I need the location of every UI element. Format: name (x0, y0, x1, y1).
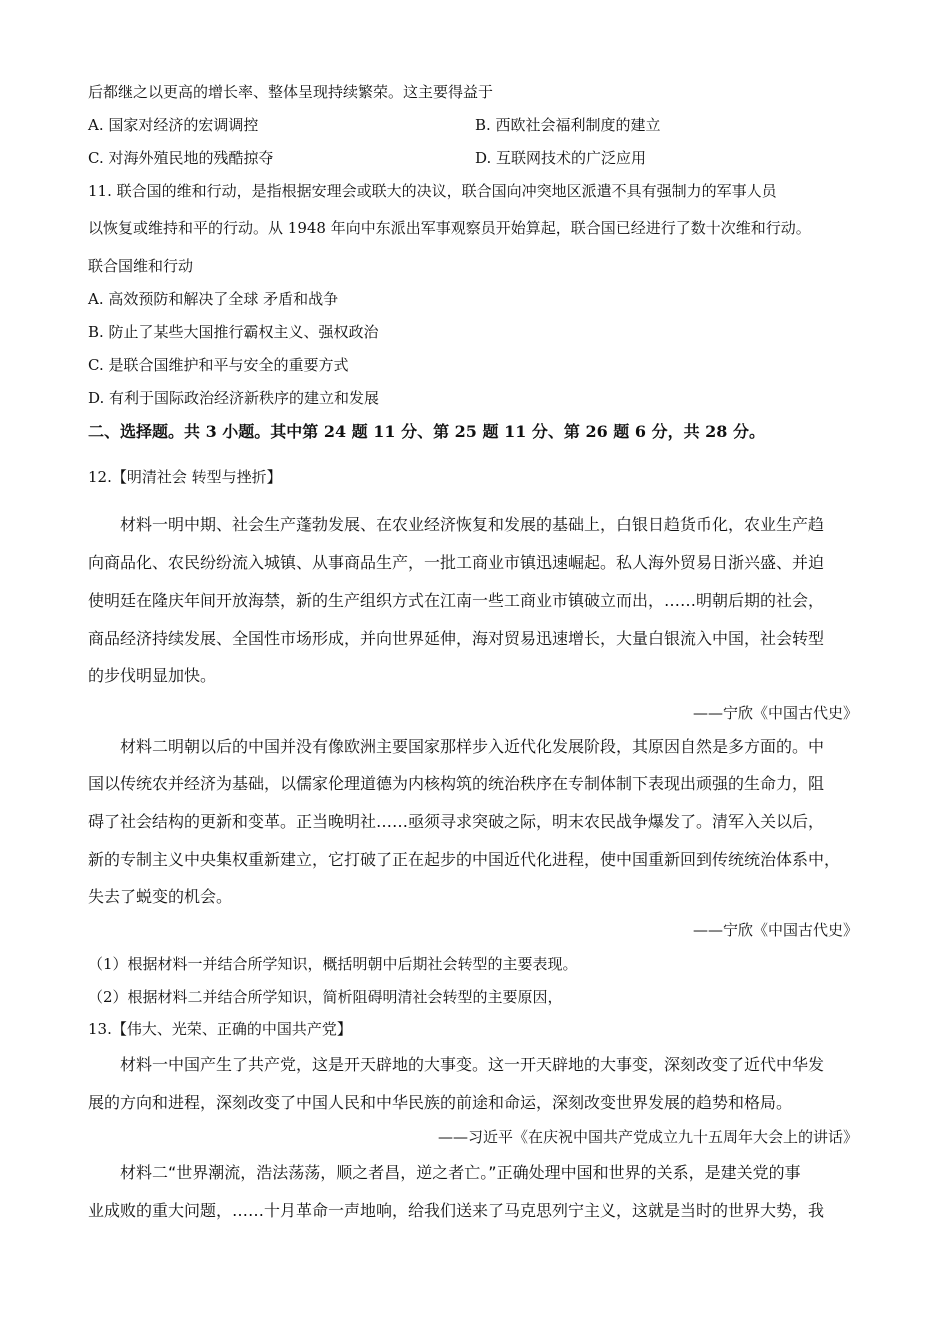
q12-material2-line-3: 碍了社会结构的更新和变革。正当晚明社……亟须寻求突破之际，明末农民战争爆发了。清军入关以后， (88, 812, 825, 831)
q13-title: 13.【伟大、光荣、正确的中国共产党】 (88, 1020, 352, 1038)
q12-material2-line-2: 国以传统农并经济为基础，以儒家伦理道德为内核构筑的统治秩序在专制体制下表现出顽强的生命力，阻 (88, 774, 825, 793)
q12-source-1: ——宁欣《中国古代史》 (692, 704, 858, 722)
q12-question-1: （1）根据材料一并结合所学知识，概括明朝中后期社会转型的主要表现。 (88, 955, 578, 973)
section-2-heading: 二、选择题。共 3 小题。其中第 24 题 11 分、第 25 题 11 分、第 26 题 6 分，共 28 分。 (88, 422, 765, 441)
q13-material2-line-2: 业成败的重大问题，……十月革命一声地响，给我们送来了马克思列宁主义，这就是当时的世界大势，我 (88, 1201, 825, 1220)
q12-material1-line-3: 使明廷在隆庆年间开放海禁，新的生产组织方式在江南一些工商业市镇破立而出，……明朝后期的社会， (88, 591, 825, 610)
q10-option-d: D. 互联网技术的广泛应用 (475, 149, 647, 167)
q12-title: 12.【明清社会 转型与挫折】 (88, 468, 282, 486)
q11-option-a: A. 高效预防和解决了全球 矛盾和战争 (88, 290, 339, 308)
q11-stem-line-3: 联合国维和行动 (88, 257, 194, 275)
q10-option-a: A. 国家对经济的宏调调控 (88, 116, 259, 134)
q13-material2-line-1: 材料二“世界潮流，浩法荡荡，顺之者昌，逆之者亡。”正确处理中国和世界的关系，是建关党的事 (120, 1163, 801, 1182)
q10-option-c: C. 对海外殖民地的残酷掠夺 (88, 149, 274, 167)
q12-material2-line-4: 新的专制主义中央集权重新建立，它打破了正在起步的中国近代化进程，使中国重新回到传统统治体系中， (88, 850, 841, 869)
q12-material1-line-5: 的步伐明显加快。 (88, 666, 217, 685)
q12-question-2: （2）根据材料二并结合所学知识，简析阻碍明清社会转型的主要原因， (88, 988, 563, 1006)
q12-material1-line-1: 材料一明中期、社会生产蓬勃发展、在农业经济恢复和发展的基础上，白银日趋货币化，农业生产趋 (120, 515, 825, 534)
q11-stem-line-2: 以恢复或维持和平的行动。从 1948 年向中东派出军事观察员开始算起，联合国已经进行了数十次维和行动。 (88, 219, 811, 237)
q11-stem-line-1: 11. 联合国的维和行动，是指根据安理会或联大的决议，联合国向冲突地区派遣不具有强制力的军事人员 (88, 182, 777, 200)
q10-stem-tail: 后都继之以更高的增长率、整体呈现持续繁荣。这主要得益于 (88, 83, 494, 101)
q13-source-1: ——习近平《在庆祝中国共产党成立九十五周年大会上的讲话》 (437, 1128, 858, 1146)
q12-source-2: ——宁欣《中国古代史》 (692, 921, 858, 939)
q12-material1-line-4: 商品经济持续发展、全国性市场形成，并向世界延伸，海对贸易迅速增长，大量白银流入中国，社会转型 (88, 629, 825, 648)
q13-material1-line-2: 展的方向和进程，深刻改变了中国人民和中华民族的前途和命运，深刻改变世界发展的趋势和格局。 (88, 1093, 793, 1112)
q12-material2-line-1: 材料二明朝以后的中国并没有像欧洲主要国家那样步入近代化发展阶段，其原因自然是多方面的。中 (120, 737, 825, 756)
q11-option-b: B. 防止了某些大国推行霸权主义、强权政治 (88, 323, 379, 341)
q10-option-b: B. 西欧社会福利制度的建立 (475, 116, 661, 134)
q12-material2-line-5: 失去了蜕变的机会。 (88, 887, 233, 906)
q13-material1-line-1: 材料一中国产生了共产党，这是开天辟地的大事变。这一开天辟地的大事变，深刻改变了近代中华发 (120, 1055, 825, 1074)
q11-option-c: C. 是联合国维护和平与安全的重要方式 (88, 356, 349, 374)
q12-material1-line-2: 向商品化、农民纷纷流入城镇、从事商品生产，一批工商业市镇迅速崛起。私人海外贸易日浙兴盛、并迫 (88, 553, 825, 572)
q11-option-d: D. 有利于国际政治经济新秩序的建立和发展 (88, 389, 380, 407)
